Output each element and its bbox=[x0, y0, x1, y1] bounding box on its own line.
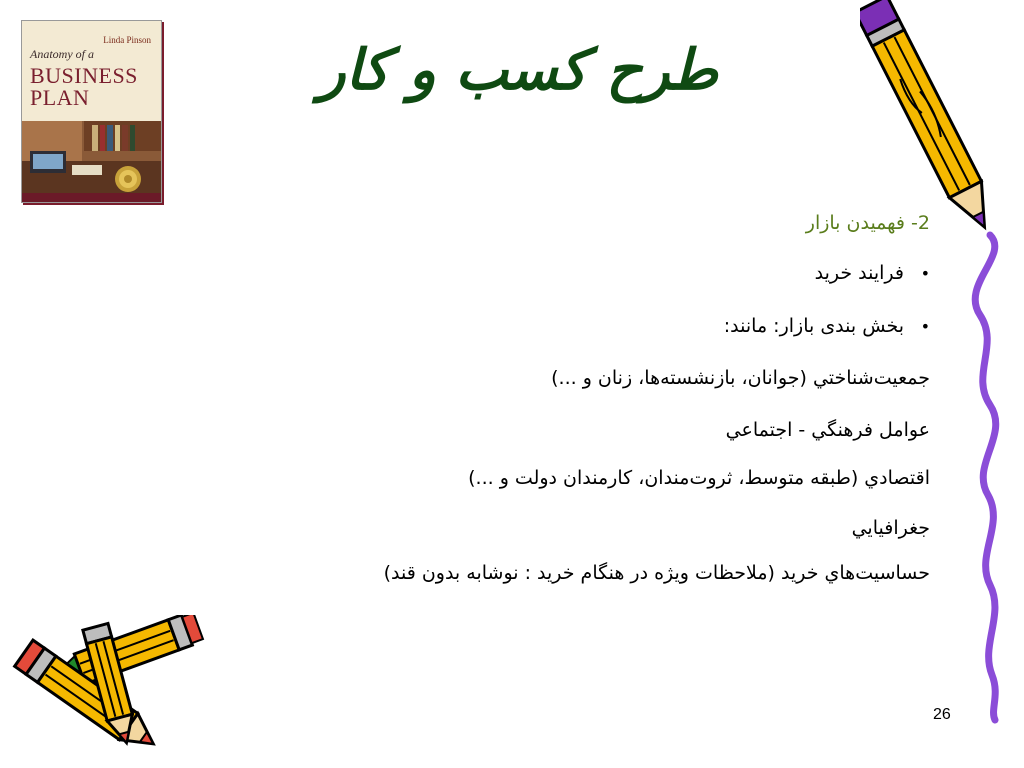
pencil-clipart-top-right bbox=[860, 0, 1000, 245]
section-heading: 2- فهميدن بازار bbox=[805, 212, 930, 234]
content-line: جغرافيايي bbox=[851, 517, 930, 539]
content-line: اقتصادي (طبقه متوسط، ثروت‌مندان، کارمندان دولت و ...) bbox=[468, 467, 930, 489]
book-cover-photo bbox=[22, 121, 161, 194]
book-footer bbox=[22, 193, 161, 202]
bullet-item bbox=[724, 315, 930, 337]
bullet-dot: • bbox=[920, 264, 930, 283]
book-title-line1: Anatomy of a bbox=[30, 47, 94, 61]
bullet-dot: • bbox=[920, 317, 930, 336]
content-line: عوامل فرهنگي - اجتماعي bbox=[725, 419, 930, 441]
bullet-text: فرايند خريد bbox=[814, 262, 904, 284]
page-number: 26 bbox=[933, 706, 951, 723]
book-title-line2: BUSINESS bbox=[30, 63, 138, 88]
book-author: Linda Pinson bbox=[103, 35, 151, 45]
content-line: حساسيت‌هاي خريد (ملاحظات ويژه در هنگام خريد : نوشابه بدون قند) bbox=[383, 562, 930, 584]
crossed-pencils-clipart bbox=[0, 615, 210, 755]
bullet-item bbox=[815, 262, 930, 284]
purple-wavy-line bbox=[950, 225, 1024, 725]
bullet-text: بخش بندی بازار: مانند: bbox=[723, 315, 904, 337]
content-line: جمعيت‌شناختي (جوانان، بازنشسته‌ها، زنان و ...) bbox=[551, 367, 930, 389]
book-title-line3: PLAN bbox=[30, 85, 90, 110]
book-cover-image bbox=[21, 20, 162, 203]
slide-title: طرح کسب و کار bbox=[318, 38, 718, 103]
